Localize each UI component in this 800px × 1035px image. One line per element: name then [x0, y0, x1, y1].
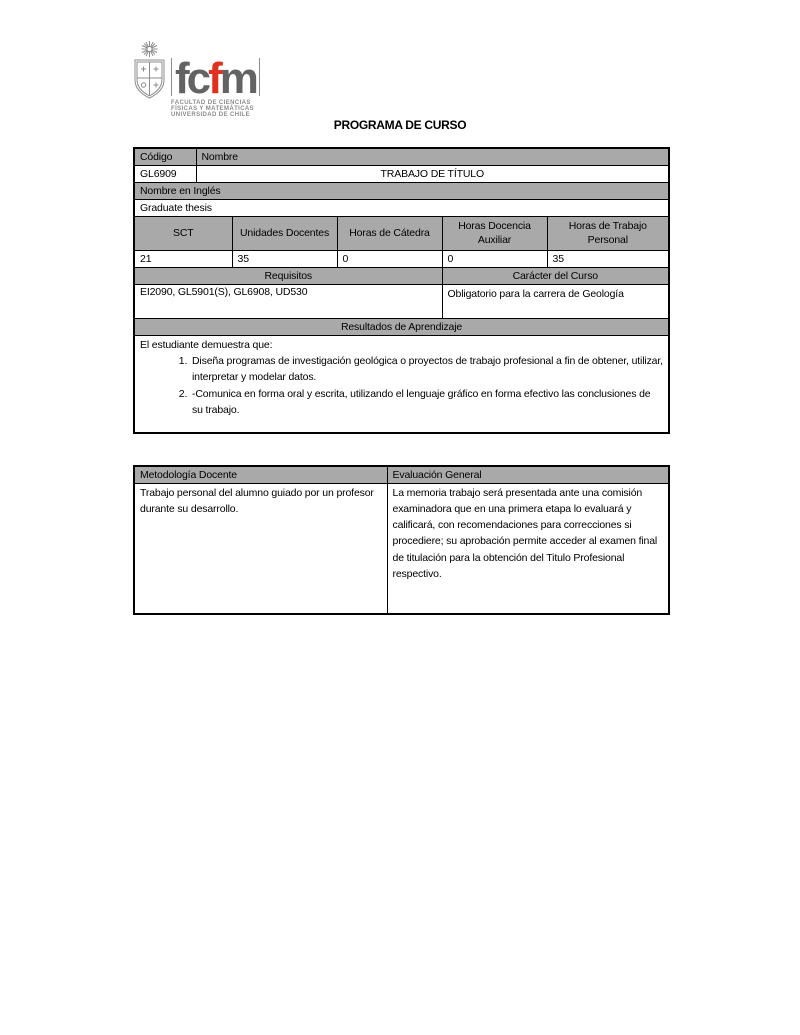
fcfm-red-f: f [208, 54, 220, 103]
evaluacion-header-cell: Evaluación General [387, 466, 669, 483]
metodologia-value-cell: Trabajo personal del alumno guiado por un profesor durante su desarrollo. [134, 483, 387, 614]
course-info-table [133, 147, 670, 434]
fcfm-letters [172, 54, 259, 103]
fcfm-gray-fc: fc [175, 54, 209, 103]
evaluacion-value-cell: La memoria trabajo será presentada ante una comisión examinadora que en una primera etapa lo evaluará y calificará, con recomendaciones para correcciones si procediere; su aprobación permite acceder al examen final de titulación para la obtención del Titulo Profesional respectivo. [387, 483, 669, 614]
fcfm-gray-m: m [219, 54, 256, 103]
nombre-value-cell: TRABAJO DE TÍTULO [196, 165, 669, 182]
logo-text-block [171, 54, 260, 118]
horas-catedra-header-cell: Horas de Cátedra [337, 216, 442, 250]
methodology-evaluation-table [133, 465, 670, 615]
faculty-line: UNIVERSIDAD DE CHILE [171, 112, 251, 118]
caracter-value-cell: Obligatorio para la carrera de Geología [442, 284, 669, 318]
university-shield-icon [131, 40, 168, 102]
list-item: 1. Diseña programas de investigación geológica o proyectos de trabajo profesional a fin de obtener, utilizar, interpretar y modelar datos. [190, 353, 663, 386]
horas-trabajo-value-cell: 35 [547, 250, 669, 267]
faculty-name [171, 100, 260, 118]
nombre-ingles-header-cell: Nombre en Inglés [134, 182, 669, 199]
nombre-header-cell: Nombre [196, 148, 669, 165]
page-title: PROGRAMA DE CURSO [333, 118, 467, 132]
nombre-ingles-value-cell: Graduate thesis [134, 199, 669, 216]
horas-trabajo-header-cell: Horas de Trabajo Personal [547, 216, 669, 250]
horas-docencia-header-cell: Horas Docencia Auxiliar [442, 216, 547, 250]
unidades-docentes-value-cell: 35 [232, 250, 337, 267]
sct-value-cell: 21 [134, 250, 232, 267]
caracter-header-cell: Carácter del Curso [442, 267, 669, 284]
resultados-intro: El estudiante demuestra que: [140, 338, 273, 351]
codigo-header-cell: Código [134, 148, 196, 165]
metodologia-header-cell: Metodología Docente [134, 466, 387, 483]
faculty-line: FACULTAD DE CIENCIAS [171, 100, 251, 106]
unidades-docentes-header-cell: Unidades Docentes [232, 216, 337, 250]
fcfm-logo [131, 40, 260, 118]
requisitos-header-cell: Requisitos [134, 267, 442, 284]
list-item: 2. -Comunica en forma oral y escrita, utilizando el lenguaje gráfico en forma efectivo las conclusiones de su trabajo. [190, 386, 663, 419]
resultados-list [140, 353, 663, 418]
resultados-body-cell [134, 335, 669, 433]
codigo-value-cell: GL6909 [134, 165, 196, 182]
faculty-line: FÍSICAS Y MATEMÁTICAS [171, 106, 255, 112]
logo-divider-right [259, 58, 260, 96]
horas-docencia-value-cell: 0 [442, 250, 547, 267]
sct-header-cell: SCT [134, 216, 232, 250]
requisitos-value-cell: EI2090, GL5901(S), GL6908, UD530 [134, 284, 442, 318]
horas-catedra-value-cell: 0 [337, 250, 442, 267]
resultados-header-cell: Resultados de Aprendizaje [134, 318, 669, 335]
